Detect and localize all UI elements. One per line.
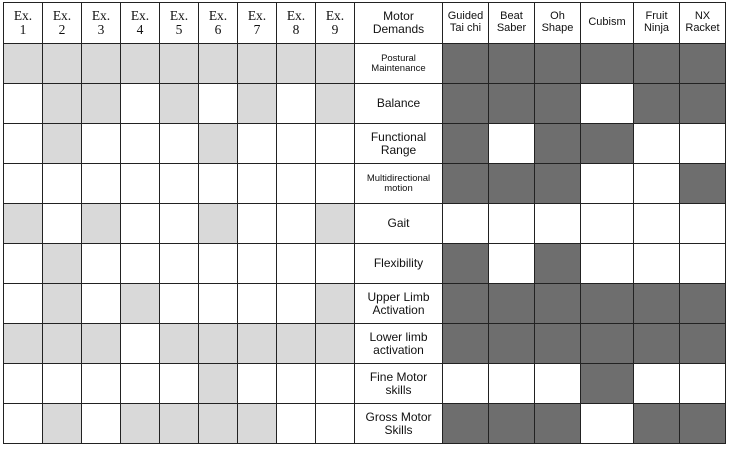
exercise-cell [316,324,355,364]
game-cell [680,204,726,244]
game-cell [443,404,489,444]
exercise-cell [82,404,121,444]
game-cell [443,124,489,164]
game-cell [489,44,535,84]
game-cell [680,404,726,444]
exercise-cell [199,44,238,84]
game-cell [680,284,726,324]
motor-demand-label: Gait [355,204,443,244]
game-cell [535,364,581,404]
exercise-cell [160,124,199,164]
game-cell [680,364,726,404]
exercise-cell [43,124,82,164]
exercise-cell [238,244,277,284]
exercise-cell [160,84,199,124]
exercise-cell [4,204,43,244]
exercise-cell [277,84,316,124]
table-row [4,244,726,284]
motor-demand-label: Functional Range [355,124,443,164]
motor-demand-label: Flexibility [355,244,443,284]
header-exercise-8: Ex. 8 [277,3,316,44]
game-cell [535,44,581,84]
header-game-3: Oh Shape [535,3,581,44]
header-game-5: Fruit Ninja [634,3,680,44]
exercise-cell [4,84,43,124]
table-row [4,284,726,324]
motor-demand-label: Balance [355,84,443,124]
table-row [4,164,726,204]
game-cell [581,284,634,324]
game-cell [680,84,726,124]
header-exercise-2: Ex. 2 [43,3,82,44]
header-game-1: Guided Tai chi [443,3,489,44]
table-row [4,204,726,244]
exercise-cell [316,44,355,84]
exercise-cell [277,404,316,444]
exercise-cell [199,124,238,164]
header-exercise-5: Ex. 5 [160,3,199,44]
table-row [4,404,726,444]
header-exercise-7: Ex. 7 [238,3,277,44]
exercise-cell [121,84,160,124]
exercise-cell [4,244,43,284]
exercise-cell [199,324,238,364]
game-cell [535,284,581,324]
exercise-cell [82,44,121,84]
exercise-cell [160,204,199,244]
game-cell [535,244,581,284]
exercise-cell [4,404,43,444]
motor-demand-label: Multidirectional motion [355,164,443,204]
exercise-cell [4,124,43,164]
exercise-cell [238,44,277,84]
exercise-cell [199,84,238,124]
table-row [4,84,726,124]
exercise-cell [160,284,199,324]
exercise-cell [238,84,277,124]
table-row [4,44,726,84]
exercise-cell [121,204,160,244]
exercise-cell [82,364,121,404]
exercise-cell [82,244,121,284]
exercise-cell [277,124,316,164]
game-cell [680,244,726,284]
exercise-cell [43,324,82,364]
exercise-cell [4,164,43,204]
game-cell [680,324,726,364]
game-cell [581,204,634,244]
game-cell [581,244,634,284]
exercise-cell [121,44,160,84]
game-cell [634,404,680,444]
exercise-cell [199,364,238,404]
game-cell [443,284,489,324]
game-cell [634,364,680,404]
table-body [4,44,726,444]
exercise-cell [316,284,355,324]
motor-demands-table [3,2,726,444]
exercise-cell [160,324,199,364]
game-cell [443,44,489,84]
game-cell [634,244,680,284]
table-row [4,324,726,364]
exercise-cell [160,164,199,204]
game-cell [581,84,634,124]
game-cell [581,124,634,164]
game-cell [443,324,489,364]
exercise-cell [121,324,160,364]
game-cell [489,164,535,204]
exercise-cell [238,124,277,164]
game-cell [535,164,581,204]
table-row [4,364,726,404]
game-cell [489,204,535,244]
exercise-cell [277,324,316,364]
game-cell [489,284,535,324]
header-exercise-6: Ex. 6 [199,3,238,44]
header-game-6: NX Racket [680,3,726,44]
game-cell [581,164,634,204]
game-cell [634,324,680,364]
exercise-cell [160,404,199,444]
exercise-cell [121,124,160,164]
exercise-cell [199,204,238,244]
exercise-cell [199,404,238,444]
game-cell [680,164,726,204]
exercise-cell [121,164,160,204]
game-cell [680,124,726,164]
game-cell [443,204,489,244]
exercise-cell [82,164,121,204]
game-cell [634,164,680,204]
exercise-cell [82,124,121,164]
exercise-cell [316,124,355,164]
exercise-cell [43,204,82,244]
game-cell [581,324,634,364]
game-cell [535,324,581,364]
exercise-cell [238,404,277,444]
exercise-cell [238,164,277,204]
exercise-cell [160,44,199,84]
game-cell [443,84,489,124]
motor-demand-label: Upper Limb Activation [355,284,443,324]
exercise-cell [160,364,199,404]
game-cell [680,44,726,84]
game-cell [489,244,535,284]
game-cell [489,84,535,124]
game-cell [489,364,535,404]
header-exercise-1: Ex. 1 [4,3,43,44]
exercise-cell [43,404,82,444]
exercise-cell [238,324,277,364]
exercise-cell [277,164,316,204]
exercise-cell [277,284,316,324]
motor-demand-label: Fine Motor skills [355,364,443,404]
motor-demand-label: Lower limb activation [355,324,443,364]
exercise-cell [316,244,355,284]
exercise-cell [4,284,43,324]
exercise-cell [43,364,82,404]
game-cell [535,84,581,124]
exercise-cell [121,404,160,444]
game-cell [535,204,581,244]
header-motor-demands: Motor Demands [355,3,443,44]
exercise-cell [316,84,355,124]
exercise-cell [82,284,121,324]
game-cell [634,284,680,324]
game-cell [443,364,489,404]
game-cell [634,44,680,84]
header-exercise-3: Ex. 3 [82,3,121,44]
exercise-cell [4,324,43,364]
exercise-cell [238,204,277,244]
exercise-cell [277,204,316,244]
motor-demand-label: Gross Motor Skills [355,404,443,444]
game-cell [634,84,680,124]
exercise-cell [199,284,238,324]
exercise-cell [82,204,121,244]
exercise-cell [4,364,43,404]
exercise-cell [43,284,82,324]
exercise-cell [4,44,43,84]
exercise-cell [238,284,277,324]
table-header [4,3,726,44]
exercise-cell [121,284,160,324]
exercise-cell [82,324,121,364]
exercise-cell [43,244,82,284]
exercise-cell [121,244,160,284]
exercise-cell [121,364,160,404]
game-cell [581,364,634,404]
exercise-cell [277,244,316,284]
exercise-cell [277,44,316,84]
exercise-cell [199,244,238,284]
exercise-cell [316,364,355,404]
exercise-cell [238,364,277,404]
header-exercise-4: Ex. 4 [121,3,160,44]
header-game-2: Beat Saber [489,3,535,44]
exercise-cell [316,404,355,444]
game-cell [535,404,581,444]
exercise-cell [277,364,316,404]
header-exercise-9: Ex. 9 [316,3,355,44]
game-cell [581,44,634,84]
header-row [4,3,726,44]
game-cell [489,404,535,444]
game-cell [443,244,489,284]
exercise-cell [160,244,199,284]
header-game-4: Cubism [581,3,634,44]
exercise-cell [316,204,355,244]
exercise-cell [43,164,82,204]
game-cell [581,404,634,444]
exercise-cell [82,84,121,124]
motor-demand-label: Postural Maintenance [355,44,443,84]
game-cell [489,324,535,364]
exercise-cell [43,44,82,84]
game-cell [443,164,489,204]
game-cell [489,124,535,164]
game-cell [634,204,680,244]
exercise-cell [199,164,238,204]
game-cell [634,124,680,164]
exercise-cell [316,164,355,204]
table-row [4,124,726,164]
exercise-cell [43,84,82,124]
game-cell [535,124,581,164]
